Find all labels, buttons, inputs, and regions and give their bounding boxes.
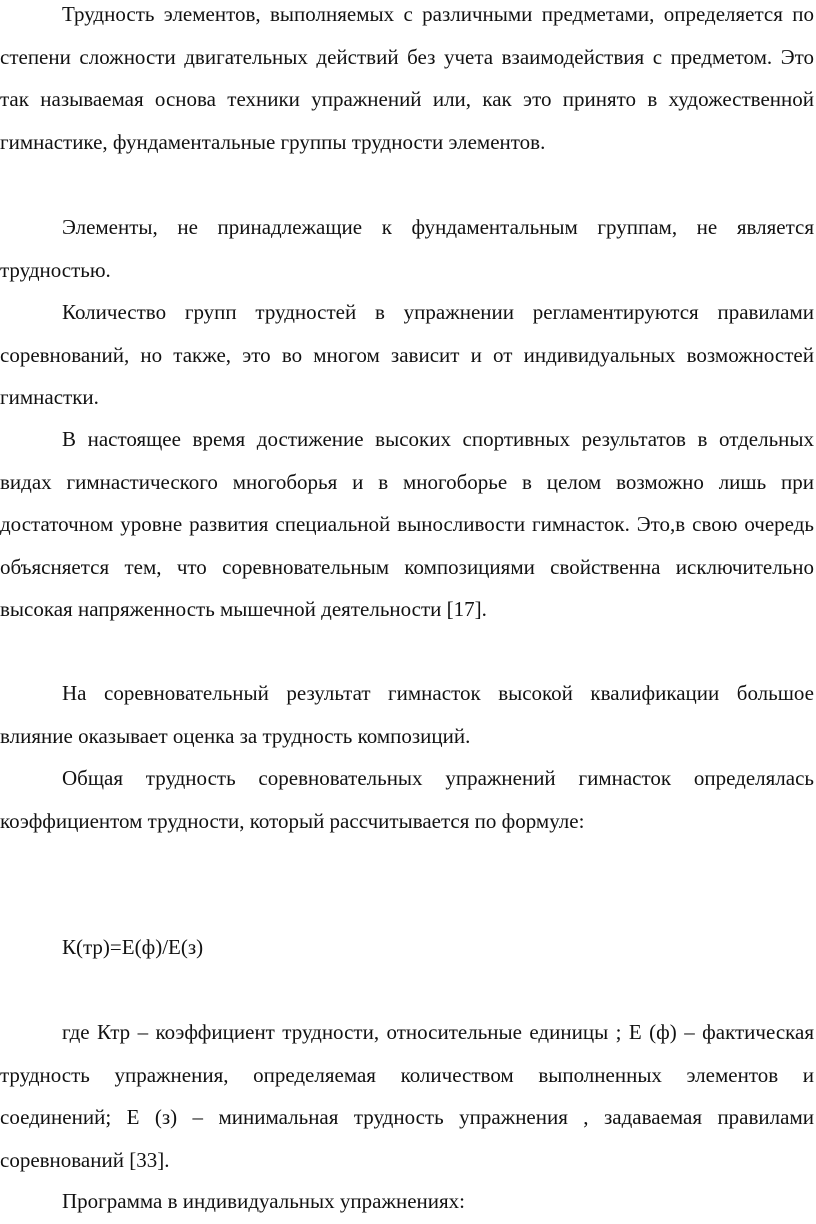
paragraph-non-fundamental-elements: Элементы, не принадлежащие к фундаментальным группам, не является трудностью.: [0, 215, 814, 282]
paragraph-special-endurance: В настоящее время достижение высоких спортивных результатов в отдельных видах гимнастического многоборья и в многоборье в целом возможно лишь при достаточном уровне развития специальной выносливости гимнасток. Это,в свою очередь объясняется тем, что соревновательным композициями свойственна исключительно высокая напряженность мышечной деятельности [17].: [0, 427, 814, 621]
paragraph-program-heading: Программа в индивидуальных упражнениях:: [62, 1189, 465, 1213]
paragraph-difficulty-groups: Количество групп трудностей в упражнении регламентируются правилами соревнований, но также, это во многом зависит и от индивидуальных возможностей гимнастки.: [0, 300, 814, 409]
paragraph-competition-result: На соревновательный результат гимнасток высокой квалификации большое влияние оказывает оценка за трудность композиций.: [0, 681, 814, 748]
paragraph-overall-difficulty: Общая трудность соревновательных упражнений гимнасток определялась коэффициентом трудности, который рассчитывается по формуле:: [0, 766, 814, 833]
paragraph-formula-explanation: где Ктр – коэффициент трудности, относительные единицы ; Е (ф) – фактическая трудность упражнения, определяемая количеством выполненных элементов и соединений; Е (з) – минимальная трудность упражнения , задаваемая правилами соревнований [33].: [0, 1020, 814, 1172]
difficulty-formula: К(тр)=Е(ф)/Е(з): [62, 935, 204, 959]
paragraph-difficulty-definition: Трудность элементов, выполняемых с различными предметами, определяется по степени сложности двигательных действий без учета взаимодействия с предметом. Это так называемая основа техники упражнений или, как это принято в художественной гимнастике, фундаментальные группы трудности элементов.: [0, 2, 814, 154]
